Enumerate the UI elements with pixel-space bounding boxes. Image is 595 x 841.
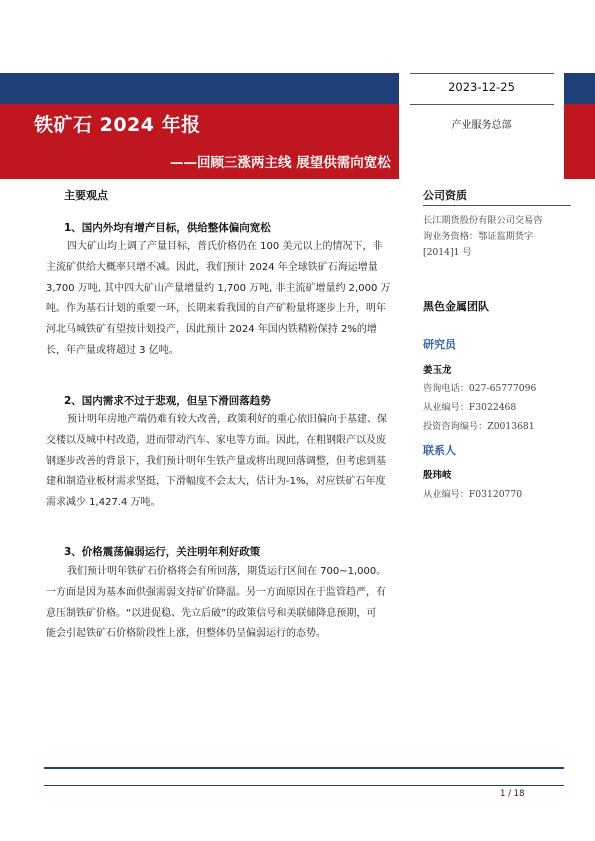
- date-top-divider: [410, 73, 554, 74]
- header-red-band-right: [564, 104, 595, 179]
- paragraph-line: 3,700 万吨, 其中四大矿山产量增量约 1,700 万吨, 非主流矿增量约 2,000 万: [46, 282, 391, 294]
- paragraph-line: 长，年产量或将超过 3 亿吨。: [46, 344, 179, 356]
- qualification-title: 公司资质: [423, 189, 467, 202]
- paragraph-line: 吨。作为基石计划的重要一环，长期来看我国的自产矿粉量将逐步上升，明年: [46, 303, 386, 315]
- paragraph-line: 能会引起铁矿石价格阶段性上涨，但整体仍呈偏弱运行的态势。: [46, 628, 326, 640]
- footer-divider-thin: [44, 785, 564, 786]
- paragraph-line: 主流矿供给大概率只增不减。因此，我们预计 2024 年全球铁矿石海运增量: [46, 261, 378, 273]
- header-navy-band: [0, 73, 399, 104]
- report-title: 铁矿石 2024 年报: [34, 114, 201, 136]
- qualification-line: 长江期货股份有限公司交易咨: [423, 215, 543, 226]
- researcher-advisory-number: 投资咨询编号：Z0013681: [423, 421, 535, 432]
- researcher-license: 从业编号：F3022468: [423, 402, 517, 413]
- qualification-line: 询业务资格：鄂证监期货字: [423, 231, 534, 243]
- point-1-paragraph: [46, 237, 400, 362]
- contact-title: 联系人: [423, 444, 456, 457]
- report-subtitle: ——回顾三涨两主线 展望供需向宽松: [170, 155, 391, 171]
- paragraph-line: 需求减少 1,427.4 万吨。: [46, 497, 161, 509]
- department-label: 产业服务总部: [451, 120, 512, 131]
- researcher-phone: 咨询电话：027-65777096: [423, 383, 537, 394]
- contact-name: 殷玮岐: [423, 470, 452, 481]
- date-bottom-divider: [410, 104, 554, 105]
- paragraph-line: 建和制造业板材需求坚挺，下滑幅度不会太大，估计为-1%，对应铁矿石年度: [46, 476, 386, 488]
- qualification-line: [2014]1 号: [423, 247, 472, 259]
- paragraph-line: 意压制铁矿价格。“以进促稳、先立后破”的政策信号和美联储降息预期，可: [46, 607, 377, 619]
- paragraph-line: 我们预计明年铁矿石价格将会有所回落，期货运行区间在 700~1,000。: [67, 566, 387, 577]
- researcher-name: 姜玉龙: [423, 365, 452, 376]
- report-date: 2023-12-25: [448, 80, 515, 94]
- point-1-heading: 1、国内外均有增产目标，供给整体偏向宽松: [64, 222, 271, 234]
- team-title: 黑色金属团队: [423, 300, 489, 313]
- paragraph-line: 四大矿山均上调了产量目标，普氏价格仍在 100 美元以上的情况下，非: [67, 241, 383, 252]
- section-title: 主要观点: [64, 189, 108, 202]
- paragraph-line: 交楼以及城中村改造，进而带动汽车、家电等方面。因此，在粗钢限产以及废: [46, 434, 386, 446]
- qualification-text: [423, 213, 571, 262]
- paragraph-line: 河北马城铁矿有望按计划投产，因此预计 2024 年国内铁精粉保持 2%的增: [46, 324, 377, 336]
- researcher-title: 研究员: [423, 338, 456, 351]
- paragraph-line: 钢逐步改善的背景下，我们预计明年生铁产量或将出现回落调整，但考虑到基: [46, 455, 386, 467]
- point-2-paragraph: [46, 410, 400, 514]
- paragraph-line: 预计明年房地产端仍难有较大改善，政策利好的重心依旧偏向于基建、保: [67, 414, 387, 425]
- footer-divider: [44, 767, 564, 769]
- point-3-heading: 3、价格震荡偏弱运行，关注明年利好政策: [64, 546, 261, 558]
- point-3-paragraph: [46, 562, 400, 645]
- header-navy-band-right: [564, 73, 595, 104]
- paragraph-line: 一方面是因为基本面供强需弱支持矿价降温。另一方面原因在于监管趋严，有: [46, 586, 386, 598]
- qualification-divider: [423, 205, 571, 206]
- page-number: 1 / 18: [500, 789, 525, 799]
- point-2-heading: 2、国内需求不过于悲观，但呈下滑回落趋势: [64, 395, 271, 407]
- contact-license: 从业编号：F03120770: [423, 489, 523, 500]
